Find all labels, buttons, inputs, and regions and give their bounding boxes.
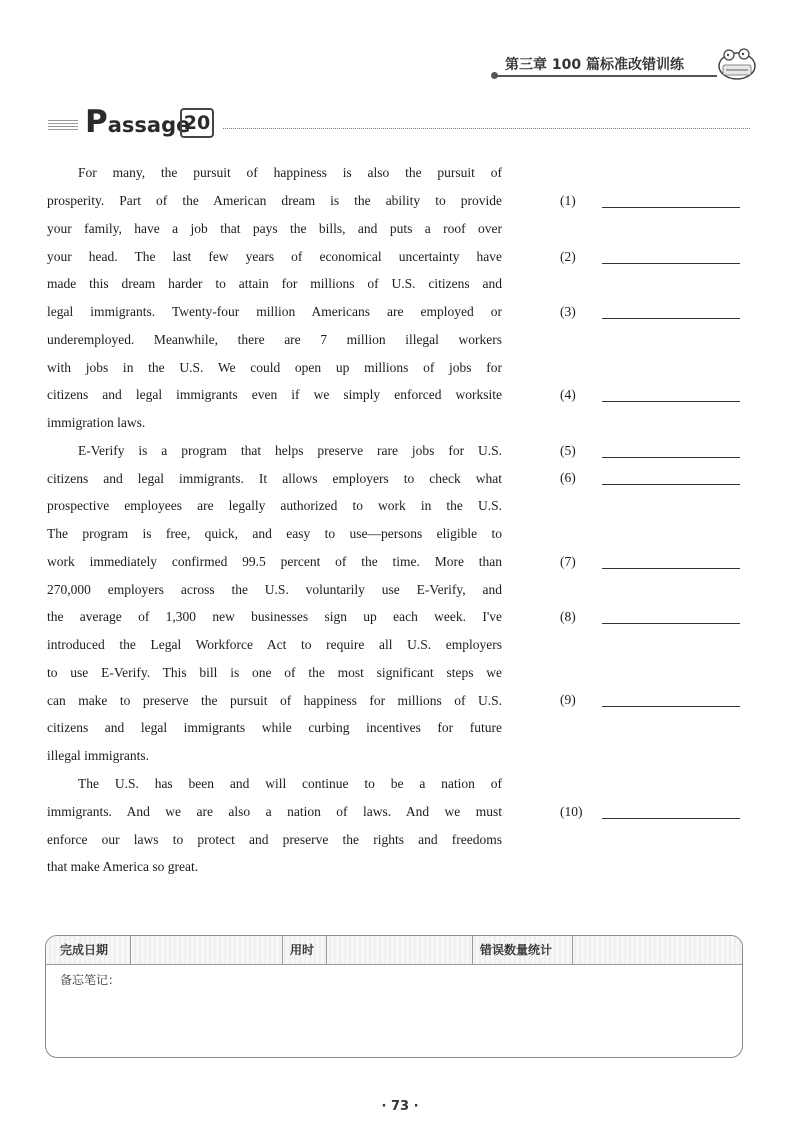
text-line: prospective employees are legally authorized to work in the U.S. — [47, 498, 502, 513]
text-line: citizens and legal immigrants. It allows employers to check what — [47, 471, 502, 486]
chapter-rule — [495, 75, 717, 77]
passage-title — [85, 104, 190, 140]
answer-line[interactable] — [602, 568, 740, 569]
text-line: 270,000 employers across the U.S. voluntarily use E-Verify, and — [47, 582, 502, 597]
passage-title-initial: P — [85, 104, 108, 140]
text-line: The program is free, quick, and easy to use—persons eligible to — [47, 526, 502, 541]
text-line: that make America so great. — [47, 859, 199, 874]
answer-line[interactable] — [602, 818, 740, 819]
passage-number: 20 — [180, 108, 214, 138]
passage-header — [48, 104, 750, 140]
answer-blank-6[interactable] — [560, 468, 742, 488]
answer-blank-9[interactable] — [560, 690, 742, 710]
answer-number: (9) — [560, 692, 576, 707]
answer-blank-1[interactable] — [560, 191, 742, 211]
chapter-header — [495, 48, 750, 84]
answer-number: (10) — [560, 804, 583, 819]
text-line: underemployed. Meanwhile, there are 7 million illegal workers — [47, 332, 502, 347]
error-count-label: 错误数量统计 — [480, 943, 553, 957]
text-line: E-Verify is a program that helps preserve rare jobs for U.S. — [78, 443, 502, 458]
text-line: work immediately confirmed 99.5 percent of the time. More than — [47, 554, 502, 569]
text-line: can make to preserve the pursuit of happiness for millions of U.S. — [47, 693, 502, 708]
answer-blank-2[interactable] — [560, 247, 742, 267]
text-line: immigrants. And we are also a nation of laws. And we must — [47, 804, 502, 819]
text-line: your head. The last few years of economical uncertainty have — [47, 249, 502, 264]
answer-number: (2) — [560, 249, 576, 264]
answer-line[interactable] — [602, 457, 740, 458]
answer-line[interactable] — [602, 706, 740, 707]
answer-number: (8) — [560, 609, 576, 624]
notes-divider — [130, 936, 131, 964]
chapter-title: 第三章 100 篇标准改错训练 — [505, 57, 684, 73]
text-line: prosperity. Part of the American dream is the ability to provide — [47, 193, 502, 208]
text-line: made this dream harder to attain for millions of U.S. citizens and — [47, 276, 502, 291]
answer-line[interactable] — [602, 484, 740, 485]
answer-number: (6) — [560, 470, 576, 485]
text-line: enforce our laws to protect and preserve the rights and freedoms — [47, 832, 502, 847]
notes-divider — [472, 936, 473, 964]
text-line: with jobs in the U.S. We could open up millions of jobs for — [47, 360, 502, 375]
answer-number: (1) — [560, 193, 576, 208]
answer-blank-8[interactable] — [560, 607, 742, 627]
text-line: introduced the Legal Workforce Act to require all U.S. employers — [47, 637, 502, 652]
answer-line[interactable] — [602, 401, 740, 402]
text-line: citizens and legal immigrants even if we simply enforced worksite — [47, 387, 502, 402]
notes-divider — [326, 936, 327, 964]
mascot-badge-icon — [717, 46, 757, 82]
answer-blank-5[interactable] — [560, 441, 742, 461]
passage-rule — [223, 128, 750, 129]
answer-blank-3[interactable] — [560, 302, 742, 322]
answer-line[interactable] — [602, 623, 740, 624]
answer-blank-7[interactable] — [560, 552, 742, 572]
text-line: For many, the pursuit of happiness is also the pursuit of — [78, 165, 502, 180]
text-line: illegal immigrants. — [47, 748, 149, 763]
text-line: citizens and legal immigrants while curbing incentives for future — [47, 720, 502, 735]
time-used-label: 用时 — [290, 943, 315, 957]
text-line: the average of 1,300 new businesses sign up each week. I've — [47, 609, 502, 624]
text-line: immigration laws. — [47, 415, 146, 430]
answer-blank-4[interactable] — [560, 385, 742, 405]
text-line: legal immigrants. Twenty-four million Americans are employed or — [47, 304, 502, 319]
memo-label: 备忘笔记： — [60, 973, 121, 987]
text-line: to use E-Verify. This bill is one of the most significant steps we — [47, 665, 502, 680]
notes-divider — [282, 936, 283, 964]
page-number: · 73 · — [381, 1099, 419, 1114]
answer-blank-10[interactable] — [560, 802, 742, 822]
answer-number: (5) — [560, 443, 576, 458]
completion-date-label: 完成日期 — [60, 943, 109, 957]
passage-title-rest: assage — [107, 113, 191, 137]
answer-line[interactable] — [602, 207, 740, 208]
answer-line[interactable] — [602, 318, 740, 319]
answer-number: (7) — [560, 554, 576, 569]
answer-number: (3) — [560, 304, 576, 319]
text-line: The U.S. has been and will continue to be a nation of — [78, 776, 502, 791]
notes-header-row — [46, 936, 742, 965]
answer-number: (4) — [560, 387, 576, 402]
passage-stripes-decoration — [48, 120, 78, 130]
text-line: your family, have a job that pays the bills, and puts a roof over — [47, 221, 502, 236]
answer-line[interactable] — [602, 263, 740, 264]
notes-divider — [572, 936, 573, 964]
notes-box — [45, 935, 743, 1058]
